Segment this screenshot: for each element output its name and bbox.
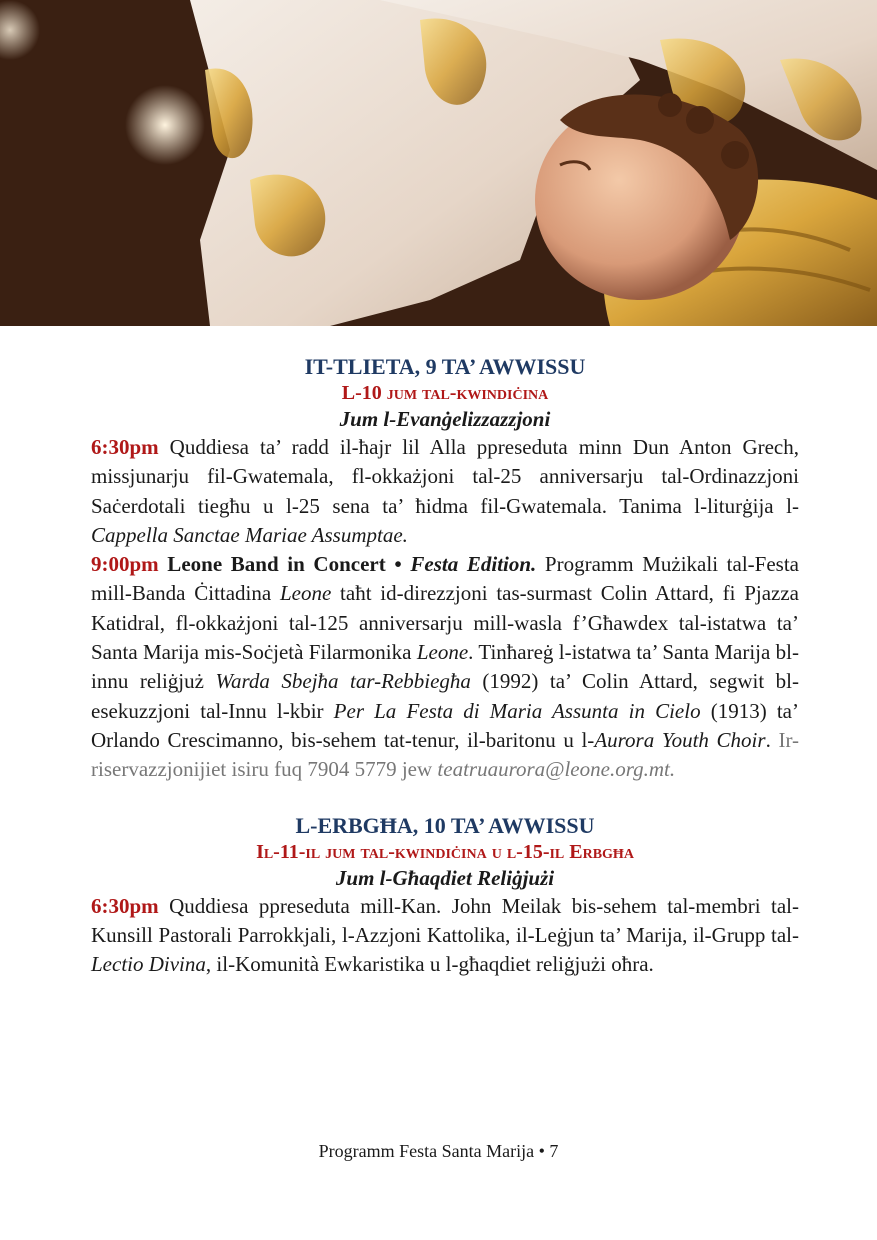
event-title: Leone Band in Concert • <box>158 552 411 577</box>
day-title: L-ERBGĦA, 10 TA’ AWWISSU <box>295 812 595 838</box>
day-theme: Jum l-Għaqdiet Reliġjużi <box>335 865 555 890</box>
event-description: Quddiesa ppreseduta mill-Kan. John Meilak bis-sehem tal-membri tal-Kunsill Pastorali Parrokkjali, l-Azzjoni Kattolika, il-Leġjun ta’ Marija, il-Grupp tal- <box>91 893 799 947</box>
program-content <box>91 354 799 979</box>
reservation-email: teatruaurora@leone.org.mt. <box>437 757 676 782</box>
day-theme: Jum l-Evanġelizzazzjoni <box>339 407 551 431</box>
reservation-note: Ir-riservazzjonijiet isiru fuq 7904 5779 jew <box>91 727 800 782</box>
event-italic: Leone <box>279 581 332 606</box>
event-italic: Aurora Youth Choir <box>594 727 766 752</box>
day-subtitle: L-10 jum tal-kwindiċina <box>341 382 549 404</box>
day-subtitle: Il-11-il jum tal-kwindiċina u l-15-il Erbgħa <box>256 840 634 863</box>
event-description: Quddiesa ta’ radd il-ħajr lil Alla ppreseduta minn Dun Anton Grech, missjunarju fil-Gwatemala, fl-okkażjoni tal-25 anniversarju tal-Ordinazzjoni Saċerdotali tiegħu u l-25 sena ta’ ħidma fil-Gwatemala. Tanima l-liturġija l- <box>91 435 799 518</box>
event-description: . Tinħareġ l-istatwa ta’ Santa Marija bl-innu reliġjuż <box>91 640 799 694</box>
event-description: . <box>765 727 779 752</box>
event-description: Programm Mużikali tal-Festa mill-Banda Ċittadina <box>91 552 799 606</box>
hero-image <box>0 0 877 326</box>
event-description: taħt id-direzzjoni tas-surmast Colin Attard, fi Pjazza Katidral, fl-okkażjoni tal-125 anniversarju mill-wasla f’Għawdex tal-istatwa ta’ Santa Marija mis-Soċjetà Filarmonika <box>91 581 799 665</box>
event-description: (1992) ta’ Colin Attard, segwit bl-esekuzzjoni tal-Innu l-kbir <box>91 669 800 723</box>
event-description: (1913) ta’ Orlando Crescimanno, bis-sehem tat-tenur, il-baritonu u l- <box>91 698 799 752</box>
statue-photo <box>0 0 877 326</box>
event-italic: Cappella Sanctae Mariae Assumptae. <box>91 522 408 547</box>
day-section-wednesday <box>91 813 799 980</box>
day-section-tuesday <box>91 354 799 785</box>
day-title: IT-TLIETA, 9 TA’ AWWISSU <box>304 354 586 379</box>
event-italic: Leone <box>416 640 469 665</box>
event-description: , il-Komunità Ewkaristika u l-għaqdiet reliġjużi oħra. <box>205 952 654 977</box>
event-time: 6:30pm <box>91 435 159 459</box>
page-footer: Programm Festa Santa Marija • 7 <box>318 1141 559 1161</box>
event-entry <box>91 433 799 550</box>
event-time: 9:00pm <box>91 552 159 577</box>
event-italic: Lectio Divina <box>91 952 206 977</box>
event-italic: Per La Festa di Maria Assunta in Cielo <box>333 698 701 723</box>
event-entry <box>91 550 799 784</box>
event-time: 6:30pm <box>91 893 159 918</box>
event-title-italic: Festa Edition. <box>410 552 537 577</box>
event-italic: Warda Sbejħa tar-Rebbiegħa <box>215 669 471 694</box>
event-entry <box>91 892 799 980</box>
